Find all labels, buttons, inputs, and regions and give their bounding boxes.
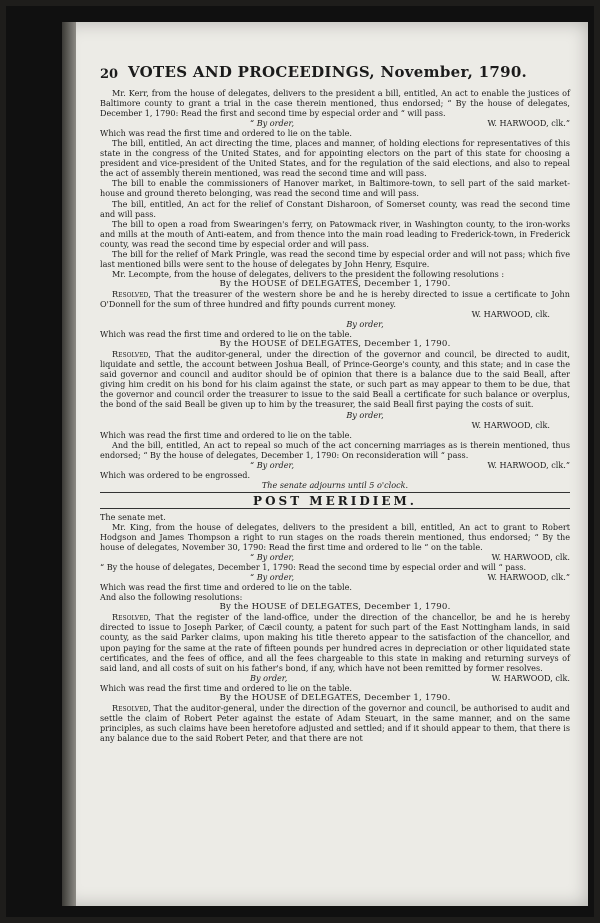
resolved-label: Resolved, (112, 349, 151, 360)
paragraph (100, 138, 570, 178)
clerk-signature: W. HARWOOD, clk.” (487, 459, 570, 470)
paragraph (100, 440, 570, 460)
paragraph-text: Mr. Kerr, from the house of delegates, delivers to the president a bill, entitled, An act to enable the justices of Baltimore county to grant a trial in the case therein mentioned, thus endorsed; “ By the house of delegates, December 1, 1790: Read the first and second time by especial order and “ will pass. (100, 88, 570, 119)
document-page (62, 22, 588, 906)
signature-line (100, 118, 570, 128)
paragraph (100, 562, 570, 572)
clerk-signature: W. HARWOOD, clk. (471, 419, 550, 430)
paragraph-text: Which was ordered to be engrossed. (100, 469, 251, 480)
resolution-paragraph (100, 703, 570, 743)
clerk-signature: W. HARWOOD, clk.” (487, 572, 570, 583)
clerk-signature: W. HARWOOD, clk. (491, 672, 570, 683)
house-heading: By the HOUSE of DELEGATES, December 1, 1790. (219, 602, 451, 613)
clerk-signature: W. HARWOOD, clk. (491, 552, 570, 563)
paragraph-text: The bill to open a road from Swearingen's ferry, on Patowmack river, in Washington county, to the iron-works and mills at the mouth of Anti-eatem, and from thence into the main road leading to Frederick-town, in Frederick county, was read the second time by especial order and will pass. (100, 218, 570, 249)
paragraph-text: The bill, entitled, An act directing the time, places and manner, of holding elections for representatives of this state in the congress of the United States, and for appointing electors on the part of this state for choosing a president and vice-president of the United States, and for the regulation of the said elections, and also to repeal the act of assembly therein mentioned, was read the second time and will pass. (100, 138, 570, 179)
clerk-signature: W. HARWOOD, clk. (471, 309, 550, 320)
paragraph (100, 219, 570, 249)
paragraph-text: The bill to enable the commissioners of Hanover market, in Baltimore-town, to sell part of the said market-house and ground thereto belonging, was read the second time and will pass. (100, 178, 570, 199)
paragraph (100, 470, 570, 480)
paragraph (100, 128, 570, 138)
paragraph-text: And the bill, entitled, An act to repeal so much of the act concerning marriages as is therein mentioned, thus endorsed; “ By the house of delegates, December 1, 1790: On reconsideration will “ pass. (100, 439, 570, 460)
paragraph-text: Which was read the first time and ordered to lie on the table. (100, 128, 352, 139)
section-heading: POST MERIDIEM. (253, 493, 417, 508)
divider (100, 492, 570, 493)
by-order: By order, (250, 672, 288, 683)
resolution-paragraph (100, 289, 570, 309)
clerk-signature: W. HARWOOD, clk.” (487, 118, 570, 129)
paragraph-text: That the treasurer of the western shore be and he is hereby directed to issue a certificate to John O'Donnell for the sum of three hundred and fifty pounds current money. (100, 288, 570, 309)
body-text (100, 88, 570, 743)
paragraph-text: The bill for the relief of Mark Pringle, was read the second time by especial order and will not pass; which five last mentioned bills were sent to the house of delegates by John Henry, Esquire. (100, 248, 570, 269)
paragraph (100, 249, 570, 269)
page-number: 20 (100, 67, 119, 82)
paragraph (100, 88, 570, 118)
page-gutter-shadow (62, 22, 76, 906)
by-order: “ By order, (250, 572, 295, 583)
resolved-label: Resolved, (112, 702, 151, 713)
resolved-label: Resolved, (112, 288, 151, 299)
paragraph (100, 329, 570, 339)
paragraph-text: Which was read the first time and ordered to lie on the table. (100, 682, 352, 693)
by-order: “ By order, (250, 459, 295, 470)
signature-line (100, 460, 570, 470)
paragraph-text: Which was read the first time and ordered to lie on the table. (100, 582, 352, 593)
paragraph-text: And also the following resolutions: (100, 592, 243, 603)
paragraph-text: That the auditor-general, under the direction of the governor and council, be directed to audit, liquidate and settle, the account between Joshua Beall, of Prince-George's county, and this state; and in case the said governor and council and auditor should be of opinion that there is a balance due to the said Beall, after giving him credit on his bond for his claim against the state, or such part as may appear to them to be due, that the governor and council order the treasurer to issue to the said Beall a certificate for such balance or overplus, the bond of the said Beall be given up to him by the treasurer, the said Beall first paying the costs of suit. (100, 349, 570, 410)
paragraph-text: Mr. King, from the house of delegates, delivers to the president a bill, entitled, An act to grant to Robert Hodgson and James Thompson a right to run stages on the roads therein mentioned, thus endorsed; “ By the house of delegates, November 30, 1790: Read the first time and ordered to lie “ on the table. (100, 521, 570, 553)
paragraph-text: That the register of the land-office, under the direction of the chancellor, be and he is hereby directed to issue to Joseph Parker, of Cæcil county, a patent for such part of the East Nottingham lands, in said county, as the said Parker claims, upon making his title thereto appear to the satisfaction of the chancellor, and upon paying for the same at the rate of fifteen pounds per hundred acres in depreciation or other liquidated state certificates, and the fees of office, and all the fees chargeable to this state in making and returning surveys of said land, and all costs of suit on his father's bond, if any, which have not been remitted by former resolves. (100, 612, 570, 673)
paragraph-text: Which was read the first time and ordered to lie on the table. (100, 329, 352, 340)
by-order: “ By order, (250, 118, 295, 129)
paragraph (100, 592, 570, 602)
by-order: By order, (346, 319, 384, 330)
divider (100, 508, 570, 509)
by-order: “ By order, (250, 552, 295, 563)
signature-line (100, 572, 570, 582)
signature-line (100, 673, 570, 683)
house-heading: By the HOUSE of DELEGATES, December 1, 1790. (219, 692, 451, 703)
paragraph-text: That the auditor-general, under the direction of the governor and council, be authorised to audit and settle the claim of Robert Peter against the estate of Adam Steuart, in the same manner, and on the same principles, as such claims have been heretofore adjusted and settled; and if it should appear to them, that there is any balance due to the said Robert Peter, and that there are not (100, 702, 570, 743)
paragraph (100, 269, 570, 279)
paragraph (100, 522, 570, 552)
resolution-paragraph (100, 349, 570, 409)
running-head (100, 63, 570, 86)
house-heading: By the HOUSE of DELEGATES, December 1, 1790. (219, 278, 451, 289)
paragraph (100, 430, 570, 440)
paragraph-text: Mr. Lecompte, from the house of delegates, delivers to the president the following resolutions : (112, 268, 505, 279)
paragraph-text: The senate met. (100, 511, 166, 522)
page-text (100, 63, 570, 743)
house-heading: By the HOUSE of DELEGATES, December 1, 1790. (219, 339, 451, 350)
paragraph (100, 582, 570, 592)
resolved-label: Resolved, (112, 612, 151, 623)
paragraph (100, 683, 570, 693)
paragraph-text: “ By the house of delegates, December 1, 1790: Read the second time by especial order and will “ pass. (100, 562, 527, 573)
paragraph (100, 178, 570, 198)
paragraph (100, 199, 570, 219)
by-order: By order, (346, 409, 384, 420)
paragraph-text: The bill, entitled, An act for the relief of Constant Disharoon, of Somerset county, was read the second time and will pass. (100, 198, 570, 219)
paragraph-text: Which was read the first time and ordered to lie on the table. (100, 429, 352, 440)
adjournment-line: The senate adjourns until 5 o'clock. (261, 479, 409, 490)
signature-line (100, 552, 570, 562)
page-title: VOTES AND PROCEEDINGS, November, 1790. (128, 63, 528, 81)
paragraph (100, 512, 570, 522)
resolution-paragraph (100, 612, 570, 672)
